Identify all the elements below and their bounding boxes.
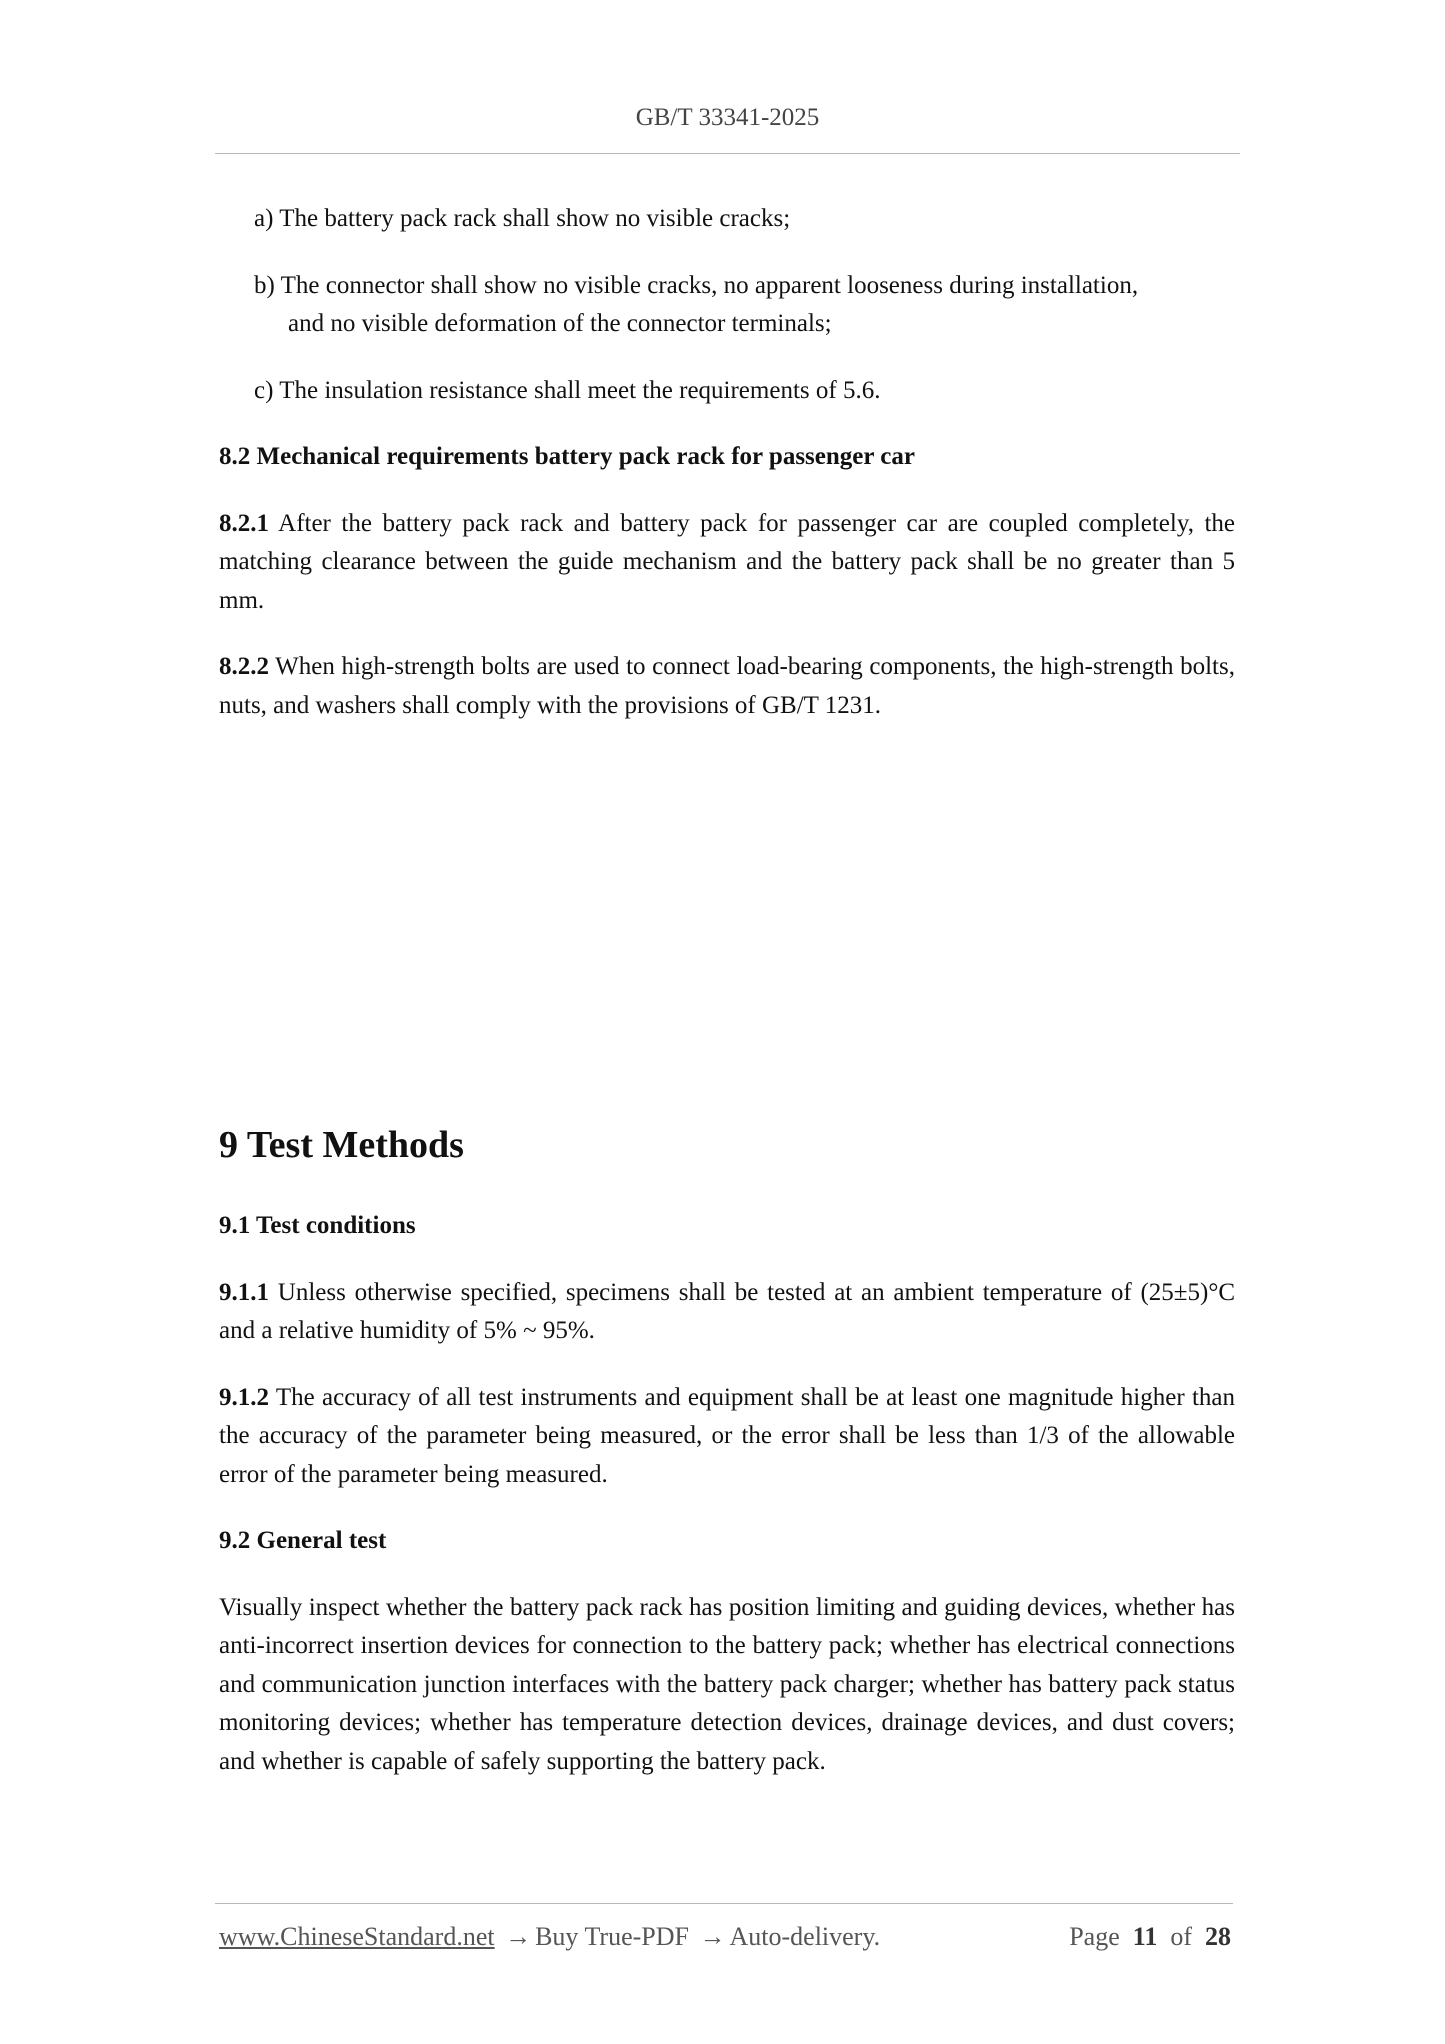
total-pages: 28 xyxy=(1205,1922,1231,1951)
section-heading-9-1: 9.1 Test conditions xyxy=(219,1212,416,1239)
of-label: of xyxy=(1170,1922,1192,1951)
buy-true-pdf-text: Buy True-PDF xyxy=(535,1922,689,1951)
document-body xyxy=(219,200,1235,1809)
list-marker: a) xyxy=(254,205,274,232)
clause-number: 9.1.1 xyxy=(219,1278,269,1306)
current-page: 11 xyxy=(1132,1922,1158,1951)
list-marker: b) xyxy=(254,271,275,299)
clause-8-2-2 xyxy=(219,648,1235,725)
clause-9-1-1 xyxy=(219,1274,1235,1351)
section-heading-8-2: 8.2 Mechanical requirements battery pack rack for passenger car xyxy=(219,443,915,470)
section-heading-9-2: 9.2 General test xyxy=(219,1527,387,1554)
list-item-b xyxy=(254,267,1235,344)
clause-number: 8.2.1 xyxy=(219,509,269,537)
clause-text: After the battery pack rack and battery pack for passenger car are coupled completely, the matching clearance between the guide mechanism and the battery pack shall be no greater than 5 mm. xyxy=(219,509,1235,614)
chapter-heading-9: 9 Test Methods xyxy=(219,1124,464,1166)
clause-text: Unless otherwise specified, specimens shall be tested at an ambient temperature of (25±5)°C and a relative humidity of 5% ~ 95%. xyxy=(219,1278,1236,1344)
list-item-a xyxy=(254,200,1235,239)
auto-delivery-text: Auto-delivery. xyxy=(729,1922,881,1951)
page-number xyxy=(1069,1922,1231,1952)
page-label: Page xyxy=(1069,1922,1120,1951)
footer-promo xyxy=(219,1922,880,1952)
clause-9-1-2 xyxy=(219,1379,1235,1495)
clause-8-2-1 xyxy=(219,505,1235,621)
arrow-right-icon: → xyxy=(699,1922,726,1951)
clause-number: 8.2.2 xyxy=(219,653,269,680)
clause-text: The accuracy of all test instruments and equipment shall be at least one magnitude higher than the accuracy of the parameter being measured, or the error shall be less than 1/3 of the allowable error of the parameter being measured. xyxy=(219,1383,1235,1488)
page-header-doc-id: GB/T 33341-2025 xyxy=(635,104,820,131)
list-text: The battery pack rack shall show no visible cracks; xyxy=(279,205,791,232)
list-marker: c) xyxy=(254,376,274,404)
list-item-c xyxy=(254,372,1235,411)
list-text-continuation: and no visible deformation of the connector terminals; xyxy=(288,310,832,337)
header-divider xyxy=(215,153,1240,154)
footer-divider xyxy=(215,1903,1233,1904)
arrow-right-icon: → xyxy=(505,1922,532,1951)
clause-text: When high-strength bolts are used to connect load-bearing components, the high-strength bolts, nuts, and washers shall comply with the provisions of GB/T 1231. xyxy=(219,653,1235,719)
list-text: The insulation resistance shall meet the requirements of 5.6. xyxy=(279,376,881,404)
clause-number: 9.1.2 xyxy=(219,1383,269,1411)
list-text: The connector shall show no visible cracks, no apparent looseness during installation, xyxy=(280,271,1139,299)
paragraph-9-2: Visually inspect whether the battery pack rack has position limiting and guiding devices, whether has anti-incorrect insertion devices for connection to the battery pack; whether has electrical connections and communication junction interfaces with the battery pack charger; whether has battery pack status monitoring devices; whether has temperature detection devices, drainage devices, and dust covers; and whether is capable of safely supporting the battery pack. xyxy=(219,1593,1235,1775)
chinesestandard-link[interactable]: www.ChineseStandard.net xyxy=(219,1922,495,1951)
